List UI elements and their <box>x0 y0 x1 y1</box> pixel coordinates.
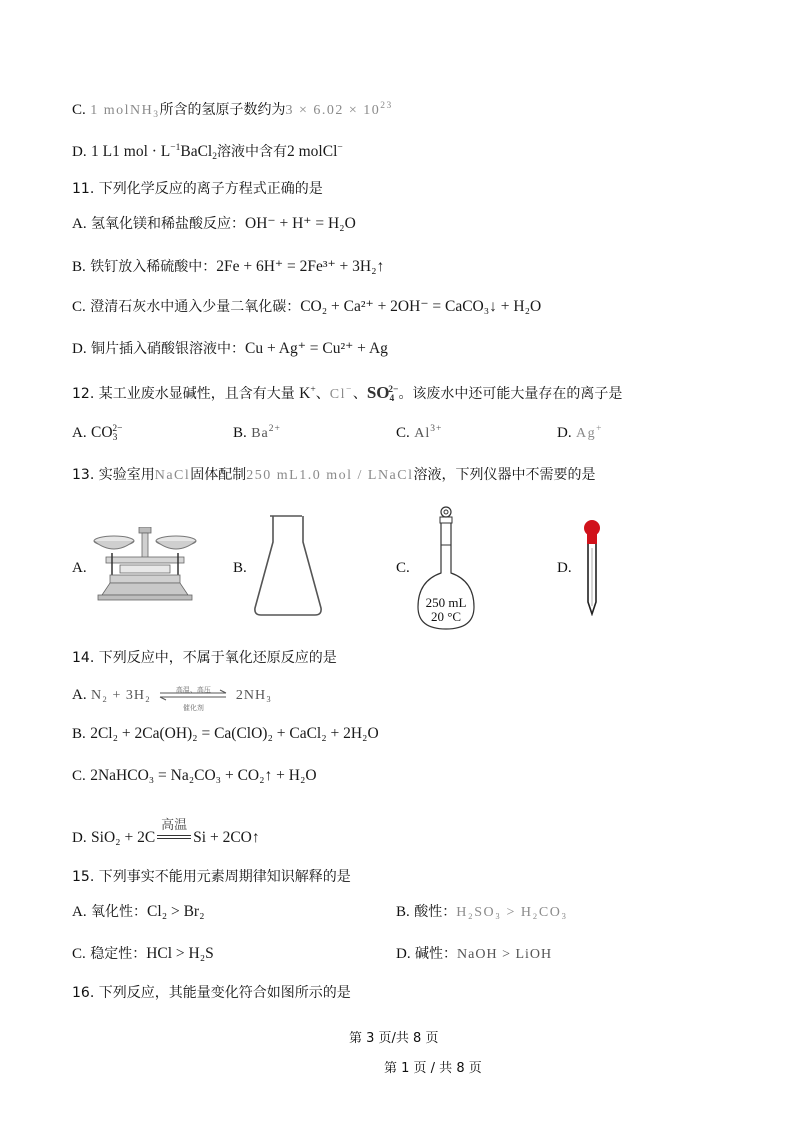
q12-option-d <box>557 423 603 444</box>
q11-option-d <box>72 339 388 359</box>
option-label: C. <box>72 102 86 118</box>
q12-option-a <box>72 423 122 443</box>
equation: Cu + Ag⁺ = Cu²⁺ + Ag <box>245 340 388 357</box>
equation: OH⁻ + H⁺ = H₂O <box>245 215 356 232</box>
q11-stem: 11. 下列化学反应的离子方程式正确的是 <box>72 181 323 197</box>
option-label: D. <box>72 341 87 357</box>
formula: 1 L1 mol · $L^{-1}BaCl_2$ <box>91 143 217 162</box>
option-label: D. <box>557 425 572 441</box>
volumetric-flask <box>414 503 478 633</box>
option-label: D. <box>557 560 572 576</box>
stem-text: 13. 实验室用 <box>72 467 155 483</box>
option-label: B. <box>396 904 410 920</box>
equation: 2NaHCO₃ = Na₂CO₃ + CO₂↑ + H₂O <box>90 767 317 784</box>
option-label: C. <box>396 425 410 441</box>
ion-cl: Cl− <box>329 385 353 402</box>
q11-option-a <box>72 214 356 234</box>
equation-lhs: SiO₂ + 2C <box>91 829 156 846</box>
q10-option-c <box>72 100 393 121</box>
ion: $Ba^{2+}$ <box>251 424 281 441</box>
relation: Cl₂ > Br₂ <box>147 903 205 920</box>
reaction-condition-icon: 高温 <box>157 818 191 846</box>
option-text: 氧化性： <box>91 904 148 920</box>
stem-text: 固体配制 <box>190 467 247 483</box>
option-text: 铜片插入硝酸银溶液中： <box>91 341 246 357</box>
option-label: C. <box>72 299 86 315</box>
ion: $Al^{3+}$ <box>414 424 443 441</box>
option-text: 澄清石灰水中通入少量二氧化碳： <box>90 299 301 315</box>
option-text: 酸性： <box>414 904 457 920</box>
option-label: B. <box>72 259 86 275</box>
relation: NaOH > LiOH <box>457 947 553 962</box>
option-text: 氢氧化镁和稀盐酸反应： <box>91 216 246 232</box>
q16-stem: 16. 下列反应，其能量变化符合如图所示的是 <box>72 985 351 1001</box>
option-label: A. <box>72 425 87 441</box>
q13-stem <box>72 465 596 486</box>
q14-option-b <box>72 724 379 744</box>
option-label: D. <box>396 946 411 962</box>
separator: 、 <box>352 386 367 402</box>
dropper-icon <box>580 518 604 616</box>
page-number-outer: 第 1 页 / 共 8 页 <box>384 1061 482 1076</box>
relation: HCl > H₂S <box>146 945 214 962</box>
conical-flask-icon <box>252 514 324 618</box>
option-text: 所含的氢原子数约为 <box>159 102 286 118</box>
stem-text: 。该废水中还可能大量存在的离子是 <box>398 386 623 402</box>
q15-option-d <box>396 944 552 965</box>
q10-option-d <box>72 142 343 162</box>
option-text: 铁钉放入稀硫酸中： <box>90 259 217 275</box>
q15-option-c <box>72 944 214 964</box>
stem-text: 12. 某工业废水显碱性，且含有大量 <box>72 386 295 402</box>
balance-scale-icon <box>92 527 198 603</box>
equation: 2Fe + 6H⁺ = 2Fe³⁺ + 3H₂↑ <box>216 258 385 275</box>
q11-option-c <box>72 297 541 317</box>
equation-lhs: N₂ + 3H₂ <box>91 688 151 703</box>
relation: H₂SO₃ > H₂CO₃ <box>456 905 568 920</box>
q12-stem <box>72 383 622 405</box>
q14-option-c <box>72 766 317 786</box>
formula: 1 molNH$_3$ <box>90 103 160 120</box>
formula: 2 molCl− <box>287 143 343 160</box>
reagent: NaCl <box>154 468 191 483</box>
option-label: B. <box>233 425 247 441</box>
ion-so4: $SO_4^{2-}$ <box>366 383 399 404</box>
page-number-inner: 第 3 页/共 8 页 <box>349 1031 439 1046</box>
q15-stem: 15. 下列事实不能用元素周期律知识解释的是 <box>72 869 351 885</box>
option-label: A. <box>72 687 87 703</box>
ion-k: K+ <box>299 385 316 402</box>
q14-option-a <box>72 684 272 712</box>
equation: 2Cl₂ + 2Ca(OH)₂ = Ca(ClO)₂ + CaCl₂ + 2H₂O <box>90 725 379 742</box>
ion: $CO_3^{2-}$ <box>91 424 123 443</box>
option-text: 稳定性： <box>90 946 147 962</box>
q12-option-b <box>233 423 281 444</box>
option-label: D. <box>72 830 87 846</box>
option-label: B. <box>72 726 86 742</box>
flask-marking: 250 mL 20 °C <box>425 595 467 624</box>
option-label: A. <box>72 560 87 576</box>
q15-option-b <box>396 902 568 923</box>
solution-spec: 250 mL1.0 mol / LNaCl <box>246 468 414 483</box>
q14-option-d <box>72 818 260 848</box>
q15-option-a <box>72 902 205 922</box>
option-text: 溶液中含有 <box>217 144 287 160</box>
option-text: 碱性： <box>415 946 458 962</box>
equation: CO₂ + Ca²⁺ + 2OH⁻ = CaCO₃↓ + H₂O <box>300 298 542 315</box>
equation-rhs: 2NH₃ <box>235 688 272 703</box>
option-label: A. <box>72 904 87 920</box>
q14-stem: 14. 下列反应中，不属于氧化还原反应的是 <box>72 650 337 666</box>
q11-option-b <box>72 257 384 277</box>
option-label: D. <box>72 144 87 160</box>
stem-text: 溶液，下列仪器中不需要的是 <box>413 467 596 483</box>
separator: 、 <box>315 386 330 402</box>
equation-rhs: Si + 2CO↑ <box>193 829 260 846</box>
formula: $3 \times 6.02 \times 10^{23}$ <box>285 101 393 118</box>
ion: Ag+ <box>576 424 604 441</box>
option-label: C. <box>396 560 410 576</box>
option-label: C. <box>72 946 86 962</box>
option-label: C. <box>72 768 86 784</box>
option-label: A. <box>72 216 87 232</box>
equilibrium-arrow-icon: 高温、高压 催化剂 <box>158 684 228 706</box>
option-label: B. <box>233 560 247 576</box>
q12-option-c <box>396 423 442 444</box>
